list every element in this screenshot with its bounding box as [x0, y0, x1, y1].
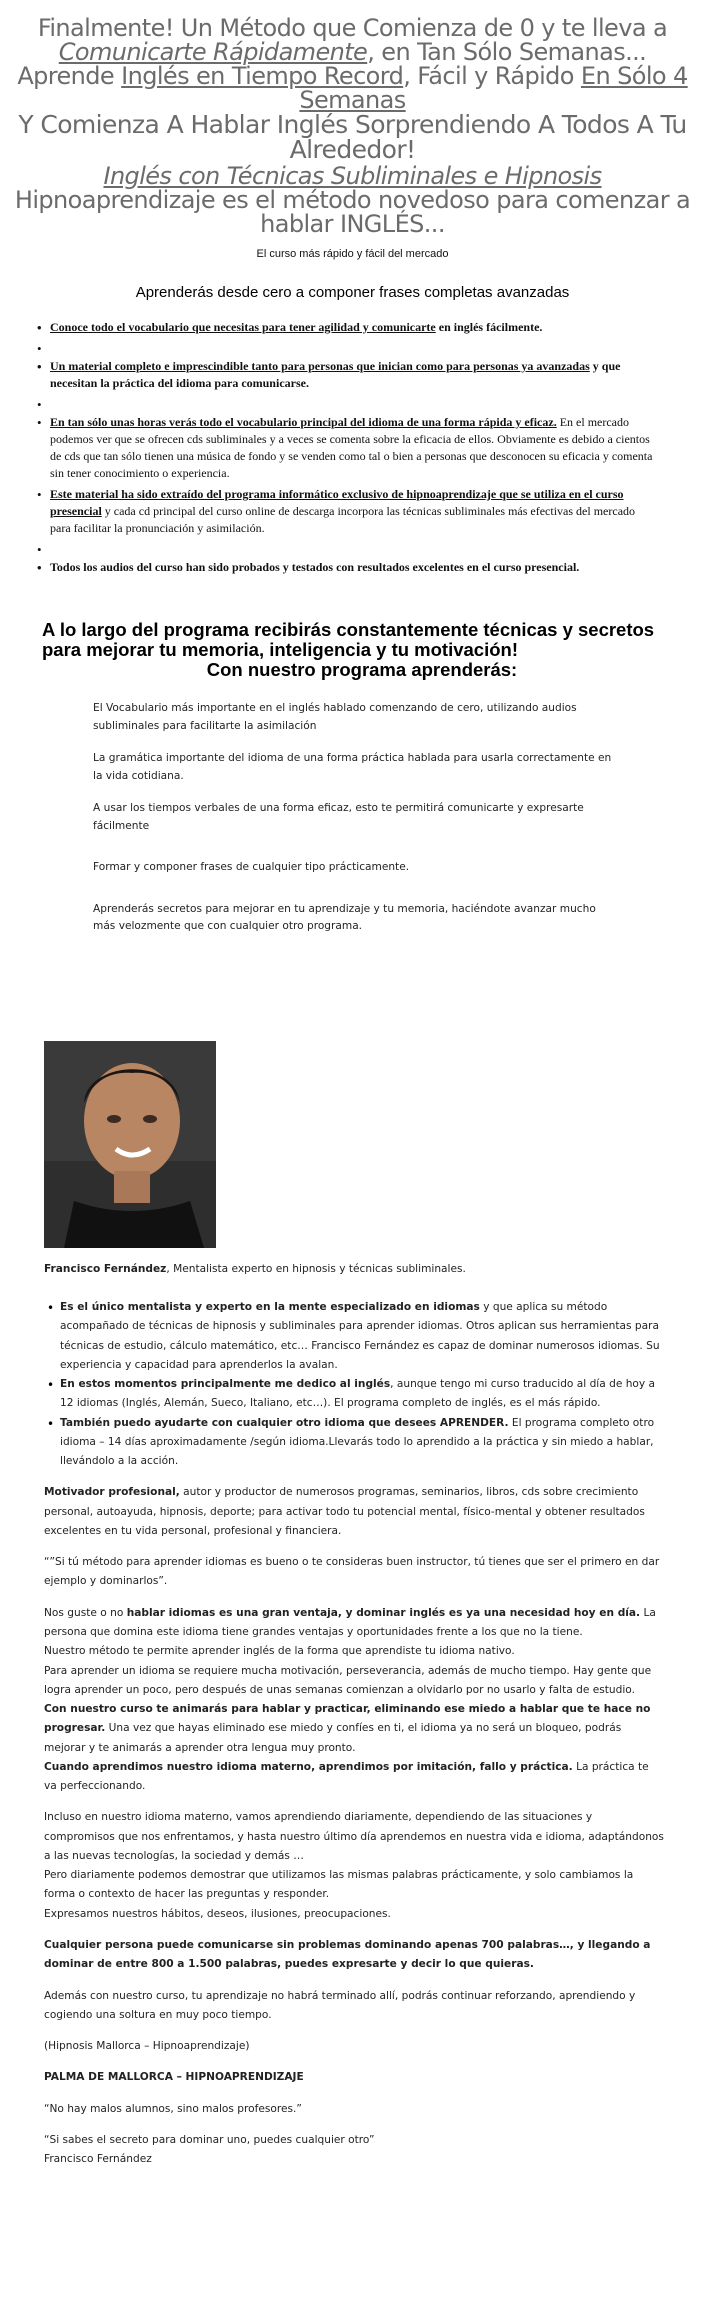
hero-line-6b: hablar INGLÉS... — [260, 210, 445, 238]
benefits-list — [0, 319, 655, 576]
hero-line-3b — [0, 88, 705, 112]
author-bio — [44, 1298, 664, 2169]
bio-item — [60, 1414, 664, 1472]
benefit-link-hours[interactable]: En tan sólo unas horas verás todo el vocabulario principal del idioma de una forma rápida y eficaz. — [50, 415, 557, 430]
program-items — [93, 700, 613, 935]
bio-item-text: El programa completo otro idioma – 14 días aproximadamente /según idioma.Llevarás todo lo aprendido a la práctica y sin miedo a hablar, llevándolo a la acción. — [60, 1416, 655, 1468]
hero-link-communicate[interactable]: Comunicarte Rápidamente — [58, 38, 368, 66]
benefit-item — [50, 319, 655, 336]
bio-paragraph-text: Una vez que hayas eliminado ese miedo y confíes en ti, el idioma ya no será un bloqueo, podrás mejorar y te animarás a aprender otra lengua muy pronto. — [44, 1722, 622, 1754]
program-heading-center: Con nuestro programa aprenderás: — [206, 659, 518, 681]
bio-paragraph-text: La práctica te va perfeccionando. — [44, 1760, 649, 1793]
program-item: Formar y componer frases de cualquier tipo prácticamente. — [93, 861, 410, 874]
benefit-text: en inglés fácilmente. — [435, 320, 543, 334]
author-photo — [44, 1041, 216, 1248]
bio-paragraph: PALMA DE MALLORCA – HIPNOAPRENDIZAJE — [44, 2071, 304, 2084]
bio-paragraph — [44, 1483, 664, 1541]
hero-line-6: Hipnoaprendizaje es el método novedoso para comenzar a — [14, 186, 691, 214]
bio-paragraph — [44, 1604, 664, 1643]
spacer — [50, 541, 655, 555]
bio-list — [44, 1298, 664, 1471]
hero-line-2-text: , en Tan Sólo Semanas... — [367, 38, 647, 66]
hero-link-techniques[interactable]: Inglés con Técnicas Subliminales e Hipnosis — [103, 162, 602, 190]
hero-headline — [0, 16, 705, 236]
bio-paragraph-bold: hablar idiomas es una gran ventaja, y dominar inglés es ya una necesidad hoy en día. — [126, 1606, 641, 1619]
hero-line-1: Finalmente! Un Método que Comienza de 0 y te lleva a — [37, 14, 668, 42]
benefit-text: y que necesitan la práctica del idioma para comunicarse. — [50, 359, 621, 391]
benefit-link-program[interactable]: Este material ha sido extraído del programa informático exclusivo de hipnoaprendizaje que se utiliza en el curso presencial — [50, 487, 624, 519]
bio-paragraph-bold: Motivador profesional, — [44, 1486, 180, 1499]
bio-item-text: , aunque tengo mi curso traducido al día de hoy a 12 idiomas (Inglés, Alemán, Sueco, Italiano, etc…). El programa completo de inglés, es el más rápido. — [60, 1378, 656, 1410]
quote: “No hay malos alumnos, sino malos profesores.” — [44, 2102, 302, 2115]
benefit-item: • Todos los audios del curso han sido probados y testados con resultados excelentes en el curso presencial. — [50, 559, 655, 576]
bio-paragraph — [44, 1758, 664, 1797]
program-item: La gramática importante del idioma de una forma práctica hablada para usarla correctamente en la vida cotidiana. — [93, 752, 612, 782]
hero-link-weeks[interactable]: Semanas — [299, 86, 406, 114]
subheading: Aprenderás desde cero a componer frases completas avanzadas — [135, 284, 570, 301]
hero-line-4b: Alrededor! — [289, 135, 416, 164]
quote: “”Si tú método para aprender idiomas es bueno o te consideras buen instructor, tú tienes que ser el primero en dar ejemplo y dominarlos”. — [44, 1556, 660, 1588]
bio-paragraph-bold: Con nuestro curso te animarás para hablar y practicar, eliminando ese miedo a hablar que te hace no progresar. — [44, 1703, 651, 1735]
signature-name: Francisco Fernández — [44, 2153, 152, 2166]
bio-paragraph: Además con nuestro curso, tu aprendizaje no habrá terminado allí, podrás continuar reforzando, aprendiendo y cogiendo una soltura en muy poco tiempo. — [44, 1989, 636, 2021]
bio-item-text: y que aplica su método acompañado de técnicas de hipnosis y subliminales para aprender idiomas. Otros aplican sus herramientas para técnicas de estudio, cálculo matemático, etc… Francisco Fernández es capaz de dominar numerosos idiomas. Su experiencia y capacidad para aprenderlos la avalan. — [60, 1301, 660, 1371]
author-name: Francisco Fernández — [44, 1263, 167, 1275]
benefit-item — [50, 486, 655, 537]
author-title: Mentalista experto en hipnosis y técnicas subliminales. — [169, 1263, 466, 1275]
benefit-item — [50, 414, 655, 482]
bio-paragraph — [44, 1700, 664, 1758]
program-item: Aprenderás secretos para mejorar en tu aprendizaje y tu memoria, haciéndote avanzar mucho más velozmente que con cualquier otro programa. — [93, 902, 596, 932]
hero-link-record[interactable]: Inglés en Tiempo Record — [121, 62, 404, 90]
benefit-item — [50, 358, 655, 392]
bio-paragraph-text: Nos guste o no — [44, 1606, 127, 1619]
bio-paragraph: Nuestro método te permite aprender inglés de la forma que aprendiste tu idioma nativo. — [44, 1645, 515, 1658]
program-item: A usar los tiempos verbales de una forma eficaz, esto te permitirá comunicarte y expresarte fácilmente — [93, 802, 584, 832]
bio-paragraph: Expresamos nuestros hábitos, deseos, ilusiones, preocupaciones. — [44, 1907, 391, 1920]
program-heading — [42, 620, 682, 680]
hero-line-3-mid: , Fácil y Rápido — [403, 62, 581, 90]
author-caption: Francisco Fernández, Mentalista experto en hipnosis y técnicas subliminales. — [44, 1263, 466, 1275]
bio-paragraph-text: La persona que domina este idioma tiene grandes ventajas y oportunidades frente a los que no la tiene. — [44, 1606, 656, 1638]
hero-line-4: Y Comienza A Hablar Inglés Sorprendiendo A Todos A Tu — [18, 110, 687, 139]
bio-paragraph-text: autor y productor de numerosos programas, seminarios, libros, cds sobre crecimiento personal, autoayuda, hipnosis, deporte; para activar todo tu potencial mental, físico-mental y obtener resultados excelentes en tu vida personal, profesional y financiera. — [44, 1486, 645, 1537]
hero-line-2 — [0, 40, 705, 64]
bio-paragraph: Cualquier persona puede comunicarse sin problemas dominando apenas 700 palabras…, y llegando a dominar de entre 800 a 1.500 palabras, puedes expresarte y decir lo que quieras. — [44, 1938, 651, 1971]
quote: “Si sabes el secreto para dominar uno, puedes cualquier otro” — [44, 2133, 375, 2146]
bio-paragraph: (Hipnosis Mallorca – Hipnoaprendizaje) — [44, 2040, 250, 2053]
program-heading-text: A lo largo del programa recibirás constantemente técnicas y secretos para mejorar tu memoria, inteligencia y tu motivación! — [42, 619, 655, 661]
bio-paragraph: Pero diariamente podemos demostrar que utilizamos las mismas palabras prácticamente, y solo cambiamos la forma o contexto de hacer las preguntas y responder. — [44, 1869, 634, 1901]
benefit-link-vocabulary[interactable]: Conoce todo el vocabulario que necesitas para tener agilidad y comunicarte — [50, 320, 436, 334]
benefit-text: En el mercado podemos ver que se ofrecen cds subliminales y a veces se comenta sobre la eficacia de ellos. Obviamente es debido a cientos de cds que tan sólo tienen una música de fondo y se venden como tal o bien a personas que desconocen su eficacia y comenta sin tener conocimiento o experiencia. — [50, 415, 653, 481]
bio-paragraph: Para aprender un idioma se requiere mucha motivación, perseverancia, además de mucho tiempo. Hay gente que logra aprender un poco, pero después de unas semanas comienzan a olvidarlo por no usarlo y falta de estudio. — [44, 1664, 652, 1696]
benefit-link-material[interactable]: Un material completo e imprescindible tanto para personas que inician como para personas ya avanzadas — [50, 359, 590, 374]
benefit-text: y cada cd principal del curso online de descarga incorpora las técnicas subliminales más efectivas del mercado para facilitar la pronunciación y asimilación. — [50, 504, 636, 536]
bio-paragraph-bold: Cuando aprendimos nuestro idioma materno, aprendimos por imitación, fallo y práctica. — [44, 1760, 573, 1773]
bio-item — [60, 1375, 664, 1414]
tagline: El curso más rápido y fácil del mercado — [256, 248, 449, 260]
bio-item-bold: También puedo ayudarte con cualquier otro idioma que desees APRENDER. — [60, 1416, 509, 1429]
hero-line-3 — [0, 64, 705, 88]
hero-link-4-weeks[interactable]: En Sólo 4 — [580, 62, 688, 90]
bio-item — [60, 1298, 664, 1375]
bio-item-bold: Es el único mentalista y experto en la mente especializado en idiomas — [60, 1301, 480, 1313]
author-portrait-icon — [44, 1041, 216, 1248]
hero-line-3-pre: Aprende — [17, 62, 122, 90]
program-item: El Vocabulario más importante en el inglés hablado comenzando de cero, utilizando audios subliminales para facilitarte la asimilación — [93, 702, 577, 732]
spacer — [50, 340, 655, 354]
spacer — [50, 396, 655, 410]
bio-paragraph: Incluso en nuestro idioma materno, vamos aprendiendo diariamente, dependiendo de las situaciones y compromisos que nos enfrentamos, y hasta nuestro último día aprendemos en nuestra vida e idioma, adaptándonos a las nuevas tecnologías, la sociedad y demás … — [44, 1811, 664, 1862]
bio-item-bold: En estos momentos principalmente me dedico al inglés — [60, 1378, 391, 1391]
